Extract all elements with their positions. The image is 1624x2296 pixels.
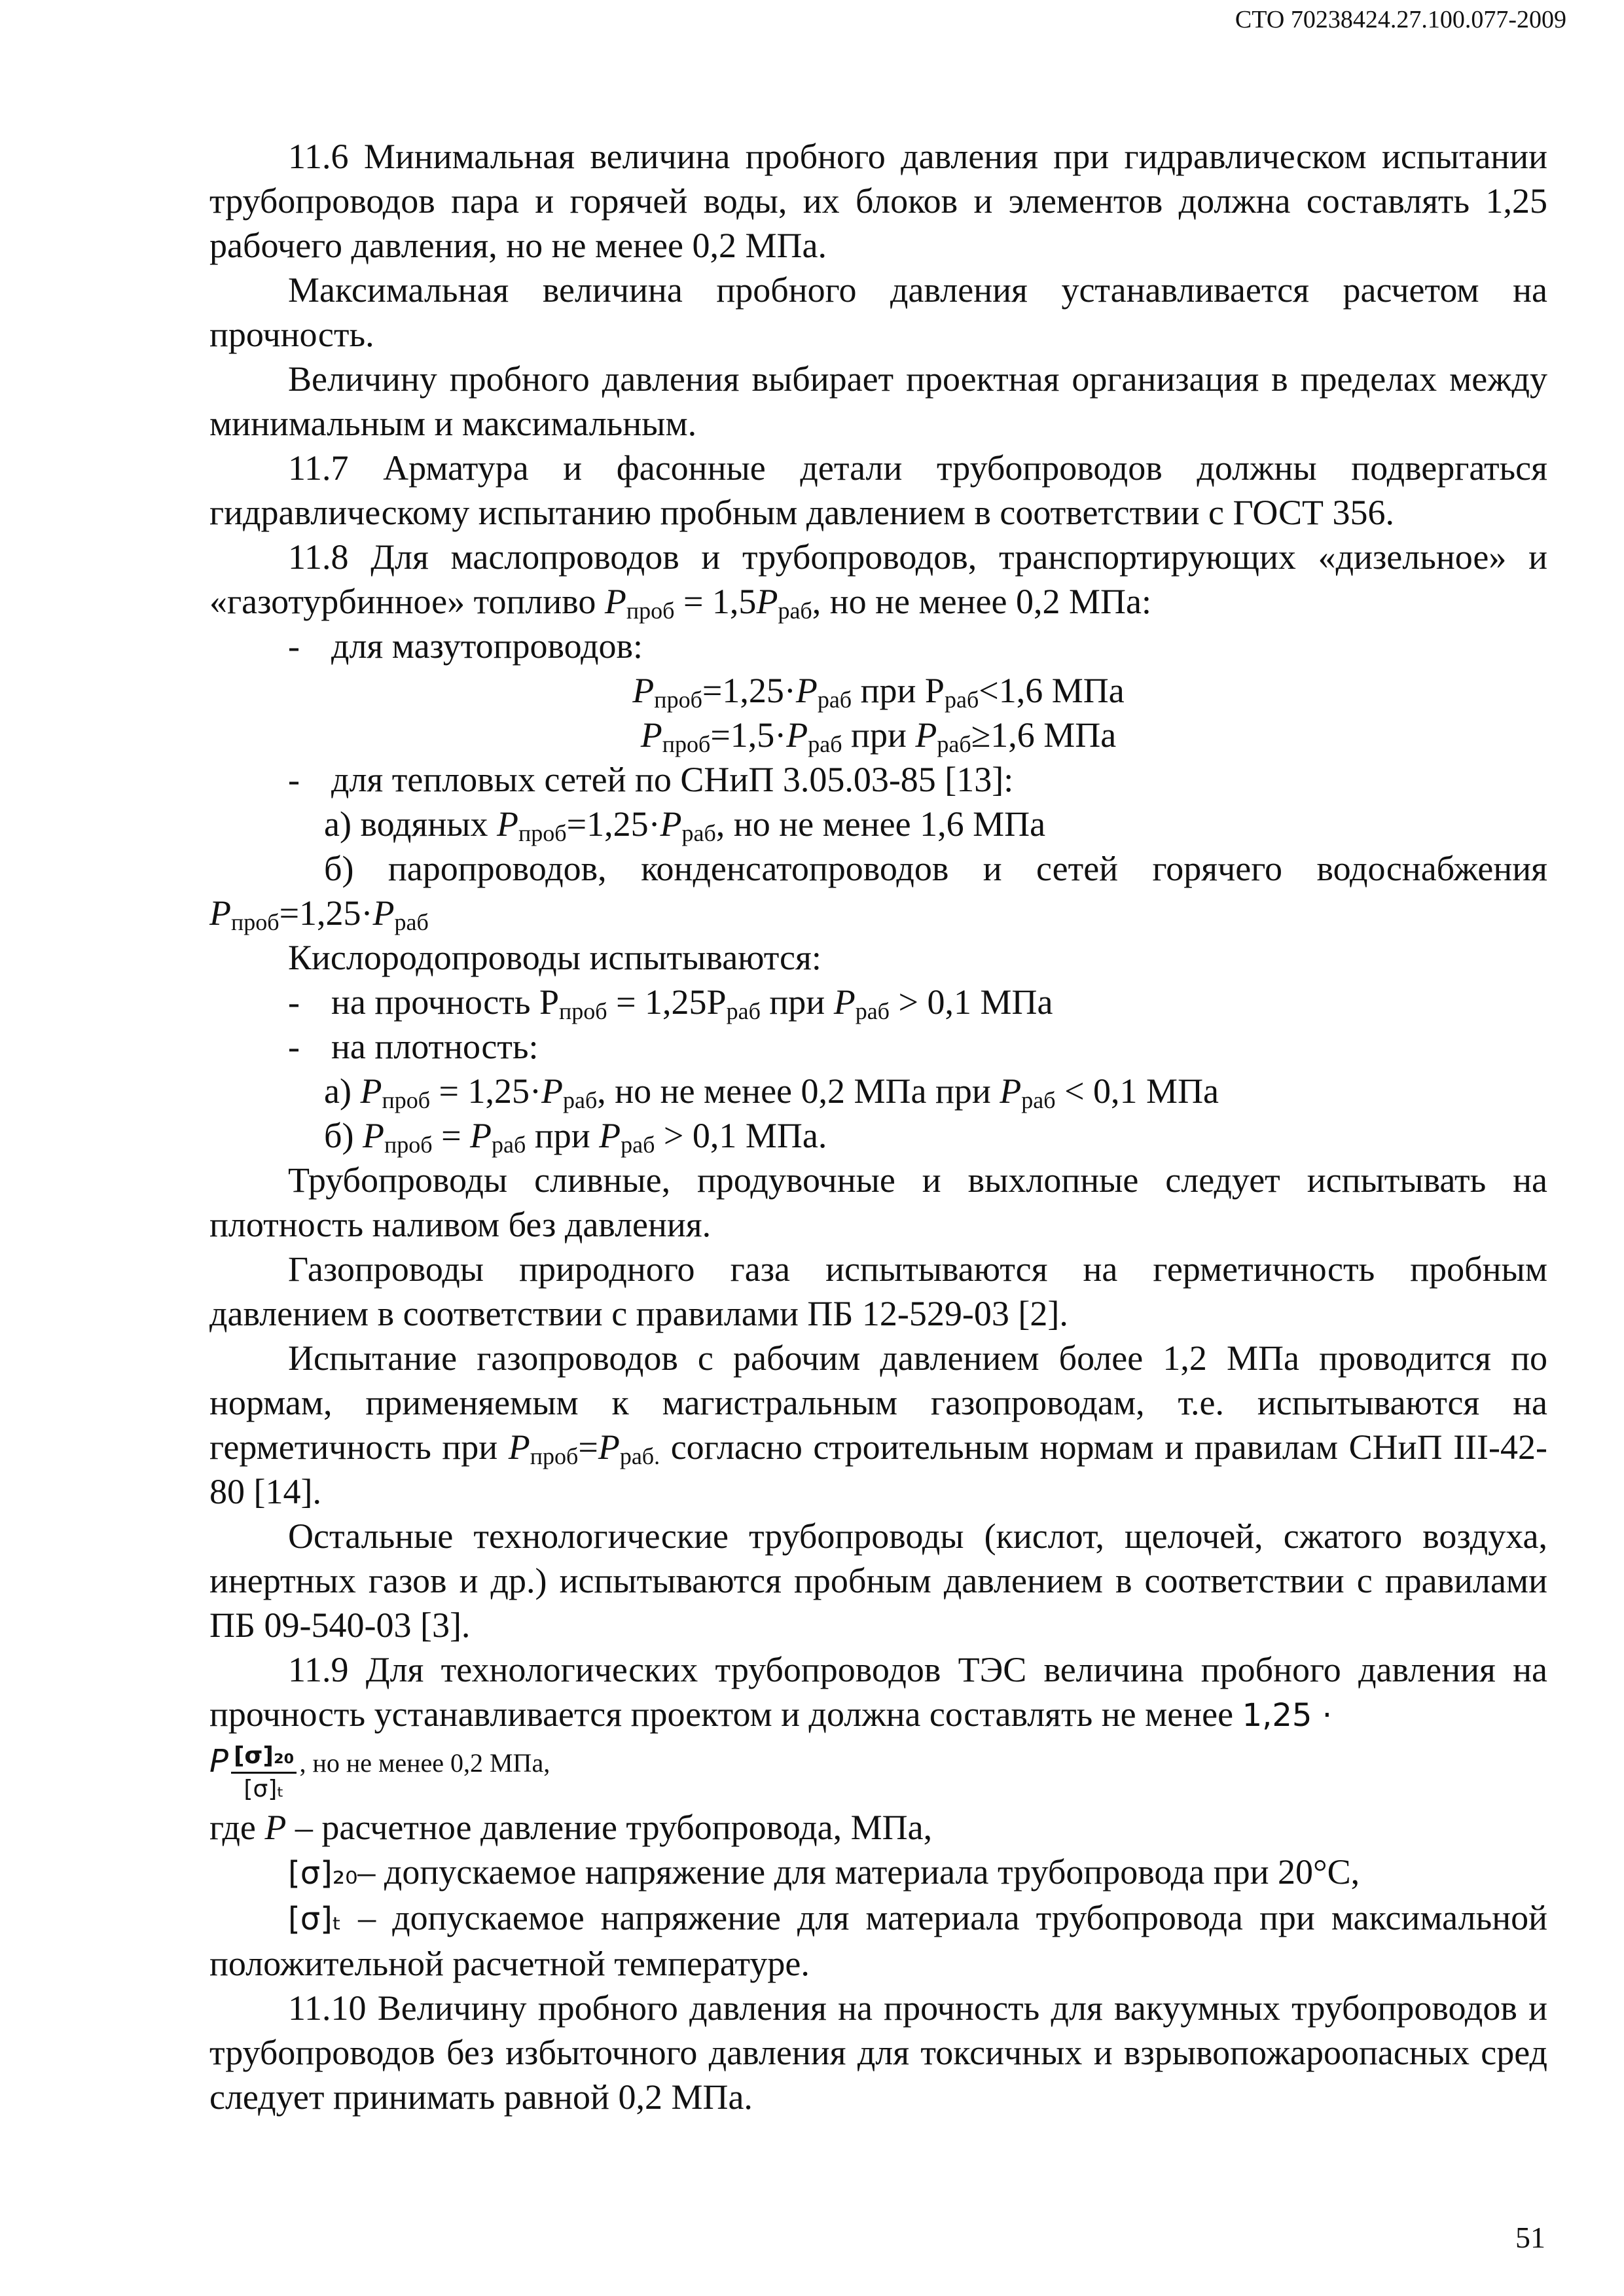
where-line: где Р – расчетное давление трубопровода, МПа,: [209, 1808, 933, 1847]
paragraph-11-7: 11.7 Арматура и фасонные детали трубопроводов должны подвергаться гидравлическому испытанию пробным давлением в соответствии с ГОСТ 356.: [209, 448, 1547, 532]
formula-mazut-2: $Р_{проб}=1,5\cdot Р_{раб}$ при $Р_{раб}\ge 1,6$ МПа: [640, 715, 1117, 757]
paragraph-natural-gas: Газопроводы природного газа испытываются на герметичность пробным давлением в соответствии с правилами ПБ 12-529-03 [2].: [209, 1249, 1547, 1333]
item-a-water: а) водяных $Р_{проб}=1,25\cdot Р_{раб}$, но не менее 1,6 МПа: [324, 804, 1046, 846]
list-item-strength: - на прочность $Р_{проб} = 1,25Р_{раб}$ при $Р_{раб} > 0,1$ МПа: [288, 982, 1053, 1024]
formula-11-9: P $\frac{\text{[σ]₂₀}}{\text{[σ]ₜ}}$ , но не менее 0,2 МПа,: [209, 1738, 1547, 1805]
paragraph-max-pressure: Максимальная величина пробного давления устанавливается расчетом на прочность.: [209, 270, 1547, 354]
sigma-t-definition: [σ]ₜ – допускаемое напряжение для материала трубопровода при максимальной положительной расчетной температуре.: [209, 1898, 1547, 1983]
page-body: [209, 134, 1547, 2119]
list-item-density: - на плотность:: [288, 1027, 539, 1066]
item-a-density: а) $Р_{проб} = 1,25\cdot Р_{раб}$, но не менее 0,2 МПа при $Р_{раб} < 0,1$ МПа: [324, 1071, 1219, 1113]
stress-ratio-fraction: $\frac{\text{[σ]₂₀}}{\text{[σ]ₜ}}$: [231, 1740, 297, 1805]
paragraph-11-10: 11.10 Величину пробного давления на прочность для вакуумных трубопроводов и трубопроводов без избыточного давления для токсичных и взрывопожароопасных сред следует принимать равной 0,2 МПа.: [209, 1988, 1547, 2117]
oxygen-heading: Кислородопроводы испытываются:: [288, 938, 821, 977]
paragraph-drain-pipes: Трубопроводы сливные, продувочные и выхлопные следует испытывать на плотность наливом без давления.: [209, 1160, 1547, 1244]
paragraph-choice: Величину пробного давления выбирает проектная организация в пределах между минимальным и максимальным.: [209, 359, 1547, 443]
document-code: СТО 70238424.27.100.077-2009: [1235, 6, 1566, 33]
paragraph-gas-pipelines: Испытание газопроводов с рабочим давлением более 1,2 МПа проводится по нормам, применяемым к магистральным газопроводам, т.е. испытываются на герметичность при $Р_{проб}=Р_{раб.}$ согласно строительным нормам и правилам СНиП III-42-80 [14].: [209, 1338, 1547, 1511]
page-number: 51: [1515, 2221, 1545, 2254]
formula-mazut-1: $Р_{проб}=1,25\cdot Р_{раб}$ при $Р_{раб}<1,6$ МПа: [632, 671, 1125, 713]
paragraph-11-6: 11.6 Минимальная величина пробного давления при гидравлическом испытании трубопроводов пара и горячей воды, их блоков и элементов должна составлять 1,25 рабочего давления, но не менее 0,2 МПа.: [209, 137, 1547, 265]
paragraph-11-9: 11.9 Для технологических трубопроводов ТЭС величина пробного давления на прочность устанавливается проектом и должна составлять не менее 1,25 ·: [209, 1650, 1547, 1734]
paragraph-other-pipelines: Остальные технологические трубопроводы (кислот, щелочей, сжатого воздуха, инертных газов и др.) испытываются пробным давлением в соответствии с правилами ПБ 09-540-03 [3].: [209, 1516, 1547, 1645]
sigma-20-definition: [σ]₂₀– допускаемое напряжение для материала трубопровода при 20°С,: [288, 1852, 1360, 1892]
list-item-heat-networks: - для тепловых сетей по СНиП 3.05.03-85 [13]:: [288, 760, 1014, 799]
paragraph-11-8: 11.8 Для маслопроводов и трубопроводов, транспортирующих «дизельное» и «газотурбинное» топливо $Р_{проб} = 1,5Р_{раб}$, но не менее 0,2 МПа:: [209, 537, 1547, 624]
list-item-mazut: - для мазутопроводов:: [288, 626, 643, 666]
item-b-steam: б) паропроводов, конденсатопроводов и сетей горячего водоснабжения $Р_{проб}=1,25\cdot Р_{раб}$: [209, 849, 1547, 935]
item-b-density: б) $Р_{проб} = Р_{раб}$ при $Р_{раб} > 0,1$ МПа.: [324, 1116, 827, 1158]
